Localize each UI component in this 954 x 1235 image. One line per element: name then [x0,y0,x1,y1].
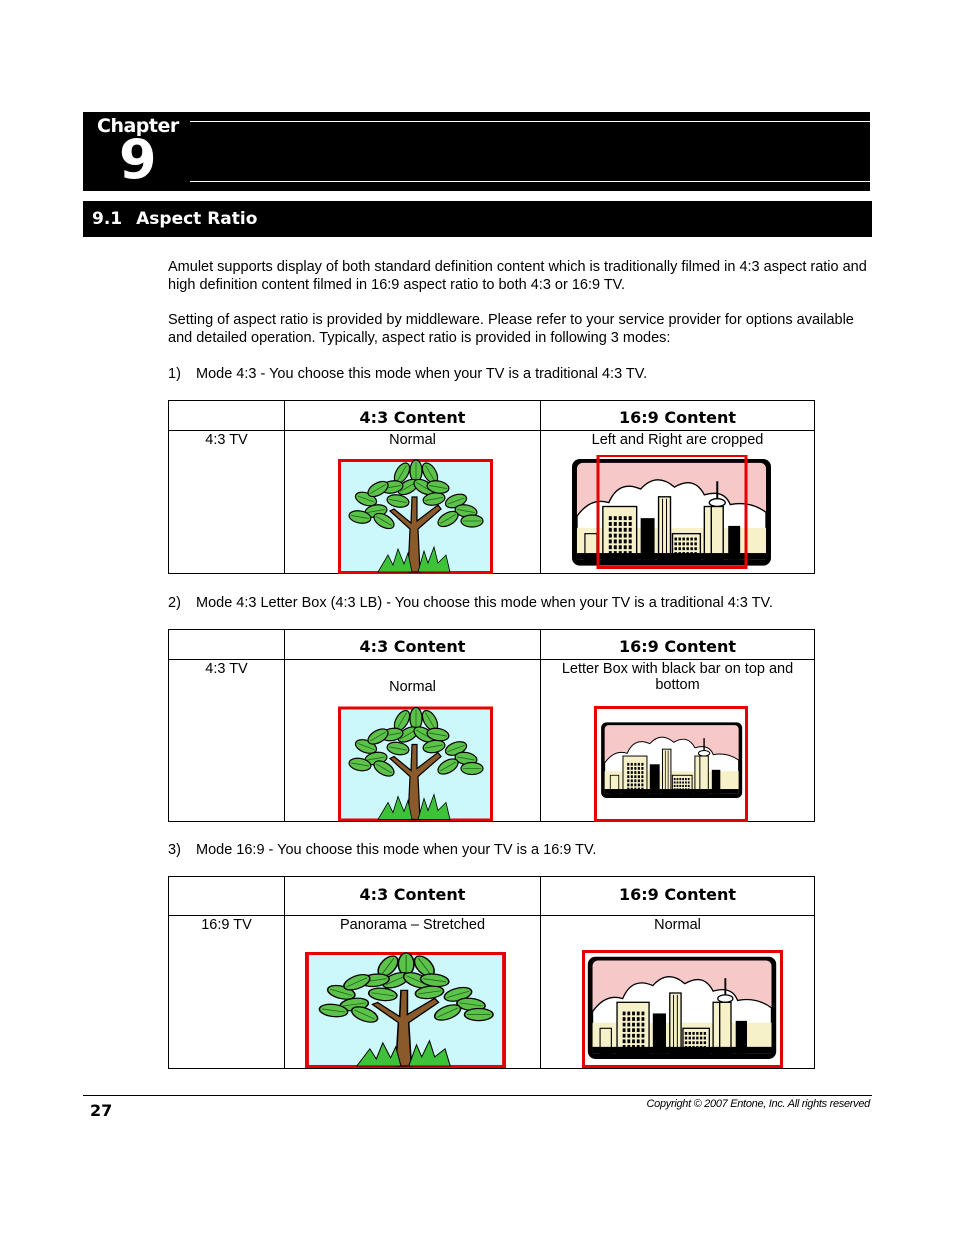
mode-item-3 [168,841,596,859]
chapter-label: Chapter [97,115,179,137]
cell-169 [541,660,815,822]
section-number: 9.1 [92,209,123,229]
section-title [92,209,257,229]
banner-rule-top [190,121,870,122]
copyright: Copyright © 2007 Entone, Inc. All rights reserved [646,1098,870,1110]
mode-index: 3) [168,842,181,858]
tree-illustration-icon [305,952,506,1068]
header-169-content: 16:9 Content [541,877,815,916]
caption: Normal [389,679,436,695]
city-skyline-illustration-icon [582,950,783,1068]
caption: Normal [389,432,436,448]
header-43-content: 4:3 Content [285,630,541,660]
section-title-text: Aspect Ratio [136,209,258,229]
tree-illustration-icon [338,706,493,822]
chapter-number: 9 [119,128,157,191]
caption: Left and Right are cropped [591,432,764,448]
footer-rule [83,1095,872,1096]
header-empty [169,401,285,431]
mode-item-1 [168,365,647,383]
page-number: 27 [90,1101,113,1120]
cell-169 [541,431,815,574]
mode-text: Mode 16:9 - You choose this mode when your TV is a 16:9 TV. [196,842,597,858]
row-label: 16:9 TV [169,916,285,1069]
cell-169 [541,916,815,1069]
cell-43 [285,660,541,822]
city-skyline-illustration-icon [569,455,775,572]
chapter-banner [83,112,870,191]
setting-paragraph: Setting of aspect ratio is provided by middleware. Please refer to your service provider for options available and detailed operation. Typically, aspect ratio is provided in following 3 modes: [168,312,854,346]
section-heading [83,201,872,237]
letterbox-frame [594,706,748,822]
header-empty [169,630,285,660]
mode-1-table [168,400,815,574]
row-label: 4:3 TV [169,660,285,822]
mode-3-table [168,876,815,1069]
header-169-content: 16:9 Content [541,401,815,431]
mode-2-table [168,629,815,822]
mode-index: 2) [168,595,181,611]
header-43-content: 4:3 Content [285,877,541,916]
row-label: 4:3 TV [169,431,285,574]
mode-index: 1) [168,366,181,382]
tree-illustration-icon [338,459,493,574]
caption: Panorama – Stretched [339,917,486,933]
mode-text: Mode 4:3 Letter Box (4:3 LB) - You choose this mode when your TV is a traditional 4:3 TV. [196,595,773,611]
caption: Normal [654,917,701,933]
header-169-content: 16:9 Content [541,630,815,660]
header-empty [169,877,285,916]
header-43-content: 4:3 Content [285,401,541,431]
cell-43 [285,916,541,1069]
banner-rule-bottom [190,181,870,182]
mode-text: Mode 4:3 - You choose this mode when your TV is a traditional 4:3 TV. [196,366,648,382]
caption: Letter Box with black bar on top and bottom [561,661,794,693]
intro-paragraph: Amulet supports display of both standard definition content which is traditionally filmed in 4:3 aspect ratio and high definition content filmed in 16:9 aspect ratio to both 4:3 or 16:9 TV. [168,259,867,293]
mode-item-2 [168,594,773,612]
cell-43 [285,431,541,574]
